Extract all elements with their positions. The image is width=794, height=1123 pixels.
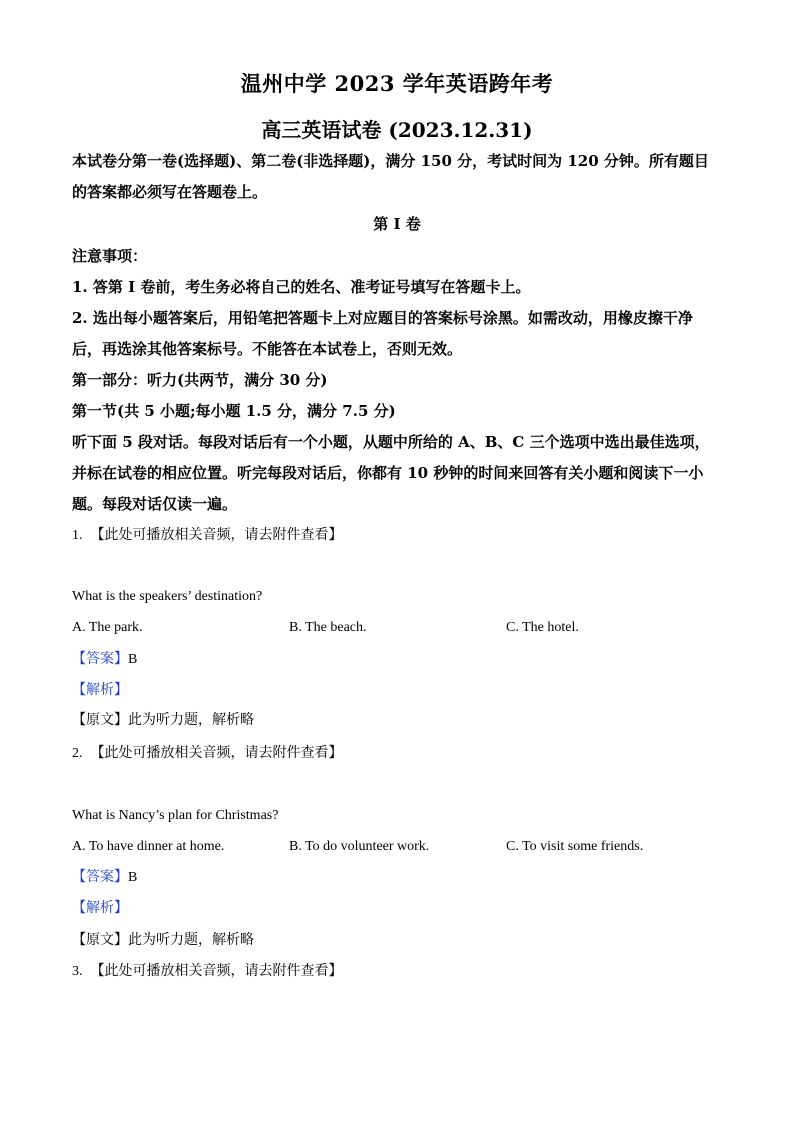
original-text: 此为听力题，解析略 bbox=[128, 932, 254, 948]
volume-title: 第 I 卷 bbox=[373, 215, 421, 233]
audio-note: 【此处可播放相关音频，请去附件查看】 bbox=[90, 963, 343, 979]
question-1-answer bbox=[72, 649, 137, 670]
answer-value: B bbox=[128, 870, 138, 885]
notes-item-1: 1. 答第 I 卷前，考生务必将自己的姓名、准考证号填写在答题卡上。 bbox=[72, 278, 531, 296]
question-1-option-a: A. The park. bbox=[72, 620, 143, 635]
question-2-answer bbox=[72, 867, 137, 888]
question-3-header bbox=[72, 961, 343, 982]
notes-heading: 注意事项： bbox=[72, 247, 148, 265]
question-2-prompt: What is Nancy’s plan for Christmas? bbox=[72, 808, 279, 823]
question-1-original bbox=[72, 710, 254, 730]
original-label: 【原文】 bbox=[72, 932, 128, 948]
exam-intro: 本试卷分第一卷(选择题)、第二卷(非选择题)，满分 150 分，考试时间为 120 分钟。所有题目的答案都必须写在答题卷上。 bbox=[72, 152, 709, 201]
audio-note: 【此处可播放相关音频，请去附件查看】 bbox=[90, 527, 343, 543]
question-1-analysis bbox=[72, 680, 128, 700]
question-2-option-b: B. To do volunteer work. bbox=[289, 839, 430, 854]
question-1-option-b: B. The beach. bbox=[289, 620, 367, 635]
question-2-option-a: A. To have dinner at home. bbox=[72, 839, 225, 854]
question-number: 3. bbox=[72, 964, 83, 979]
analysis-label: 【解析】 bbox=[72, 682, 128, 698]
answer-value: B bbox=[128, 652, 138, 667]
question-1-prompt: What is the speakers’ destination? bbox=[72, 589, 263, 604]
answer-label: 【答案】 bbox=[72, 869, 128, 885]
question-2-original bbox=[72, 930, 254, 950]
answer-label: 【答案】 bbox=[72, 651, 128, 667]
question-number: 1. bbox=[72, 528, 83, 543]
question-2-analysis bbox=[72, 898, 128, 918]
notes-item-2: 2. 选出每小题答案后，用铅笔把答题卡上对应题目的答案标号涂黑。如需改动，用橡皮擦干净后，再选涂其他答案标号。不能答在本试卷上，否则无效。 bbox=[72, 309, 693, 358]
question-1-header bbox=[72, 525, 343, 546]
question-2-header bbox=[72, 743, 343, 764]
question-number: 2. bbox=[72, 746, 83, 761]
section1-title: 第一节(共 5 小题;每小题 1.5 分，满分 7.5 分) bbox=[72, 402, 396, 420]
exam-subtitle: 高三英语试卷 (2023.12.31) bbox=[261, 118, 533, 142]
part1-title: 第一部分：听力(共两节，满分 30 分) bbox=[72, 371, 328, 389]
listening-instructions: 听下面 5 段对话。每段对话后有一个小题，从题中所给的 A、B、C 三个选项中选出最佳选项，并标在试卷的相应位置。听完每段对话后，你都有 10 秒钟的时间来回答有关小题和阅读下一小题。每段对话仅读一遍。 bbox=[72, 433, 710, 513]
question-1-option-c: C. The hotel. bbox=[506, 620, 579, 635]
original-text: 此为听力题，解析略 bbox=[128, 712, 254, 728]
analysis-label: 【解析】 bbox=[72, 900, 128, 916]
original-label: 【原文】 bbox=[72, 712, 128, 728]
exam-title: 温州中学 2023 学年英语跨年考 bbox=[240, 71, 554, 96]
audio-note: 【此处可播放相关音频，请去附件查看】 bbox=[90, 745, 343, 761]
question-2-option-c: C. To visit some friends. bbox=[506, 839, 644, 854]
